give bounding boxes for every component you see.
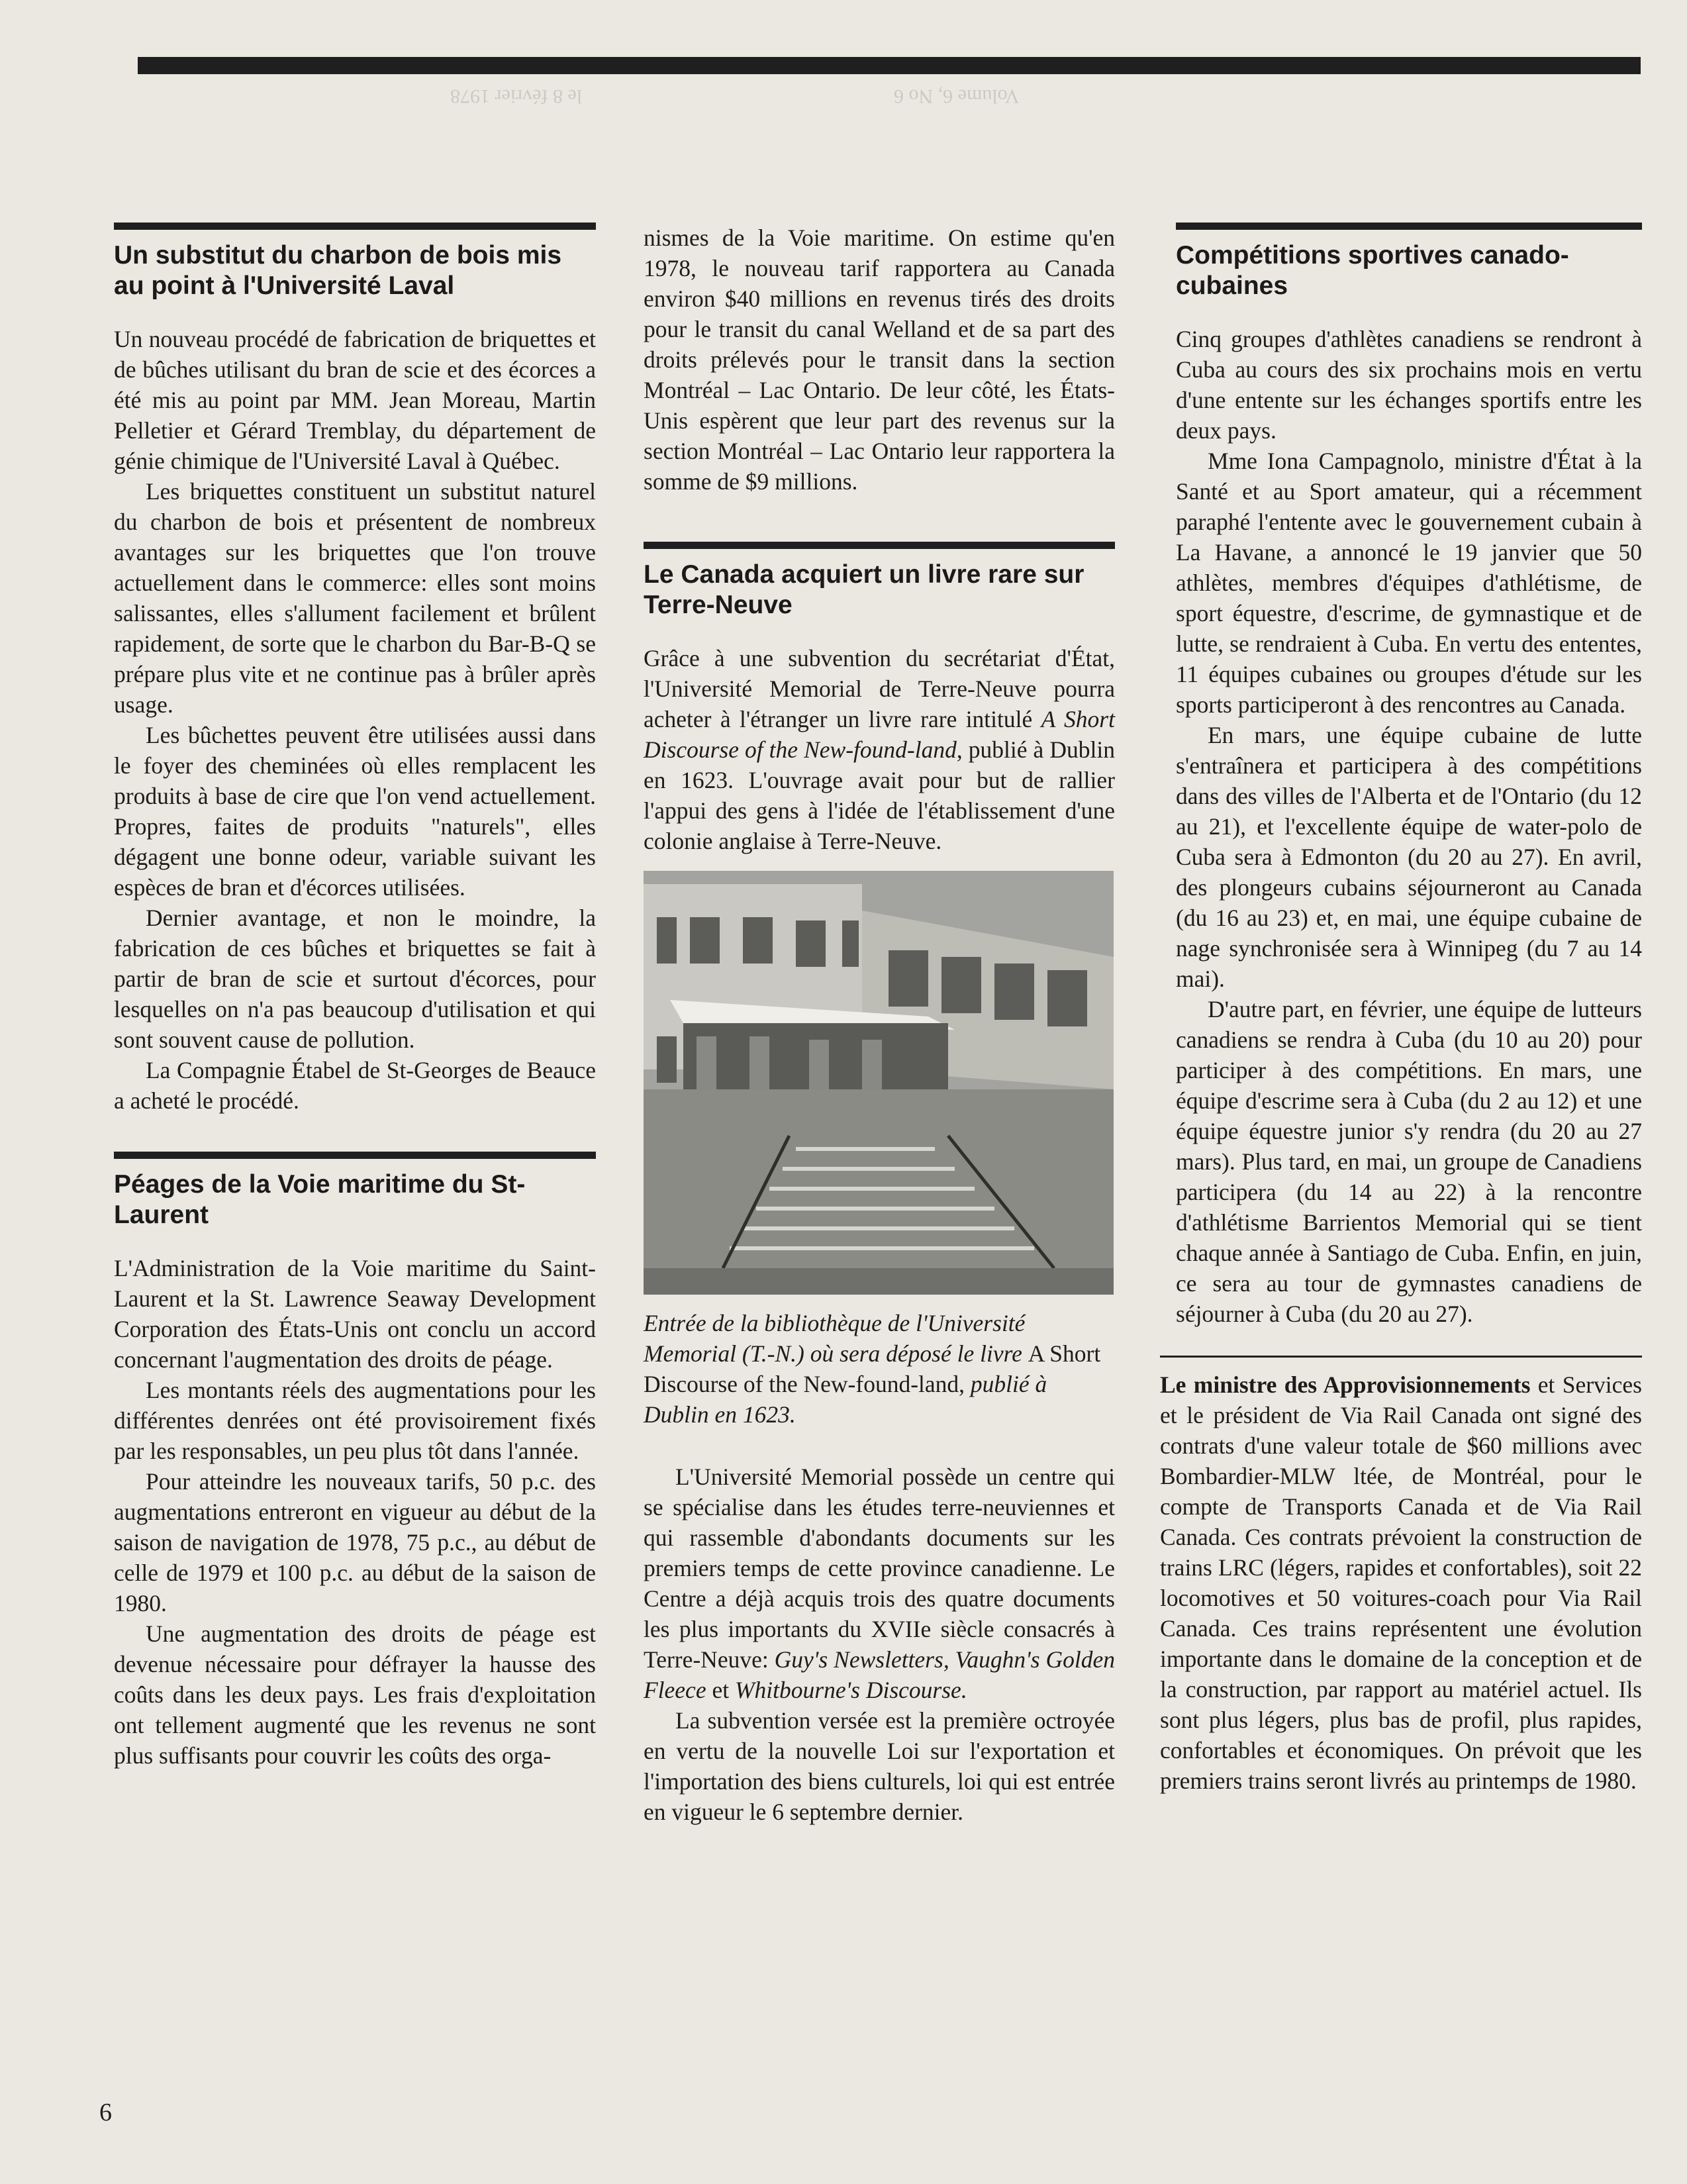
paragraph: D'autre part, en février, une équipe de lutteurs canadiens se rendra à Cuba (du 10 au 20) pour participer à des compétitions. En mars, une équipe d'escrime sera à Cuba (du 2 au 12) et une équipe équestre junior s'y rendra (du 20 au 27 mars). Plus tard, en mai, un groupe de Canadiens participera (du 14 au 22) à la rencontre d'athlétisme Barrientos Memorial qui se tient chaque année à Santiago de Cuba. Enfin, en juin, ce sera au tour de gymnastes canadiens de séjourner à Cuba (du 20 au 27). bbox=[1176, 996, 1642, 1327]
article-body-sports bbox=[1176, 324, 1642, 1329]
paragraph: L'Administration de la Voie maritime du Saint-Laurent et la St. Lawrence Seaway Development Corporation des États-Unis ont conclu un accord concernant l'augmentation des droits de péage. bbox=[114, 1255, 596, 1373]
article-rule bbox=[644, 542, 1115, 549]
article-rule bbox=[114, 1152, 596, 1159]
book-title: A Short Discourse of the New-found-land bbox=[644, 706, 1115, 763]
paragraph: Dernier avantage, et non le moindre, la fabrication de ces bûches et briquettes se fait à partir de bran de scie et surtout d'écorces, pour lesquelles on n'a pas beaucoup d'utilisation et qui sont souvent cause de pollution. bbox=[114, 905, 596, 1053]
paragraph: Grâce à une subvention du secrétariat d'État, l'Université Memorial de Terre-Neuve pourra acheter à l'étranger un livre rare intitulé A Short Discourse of the New-found-land, publié à Dublin en 1623. L'ouvrage avait pour but de rallier l'appui des gens à l'idée de l'établissement d'une colonie anglaise à Terre-Neuve. bbox=[644, 645, 1115, 854]
library-entrance-photo bbox=[644, 871, 1114, 1295]
paragraph: Cinq groupes d'athlètes canadiens se rendront à Cuba au cours des six prochains mois en vertu d'une entente sur les échanges sportifs entre les deux pays. bbox=[1176, 326, 1642, 444]
article-title-seaway: Péages de la Voie maritime du St-Laurent bbox=[114, 1170, 526, 1229]
seaway-continuation: nismes de la Voie maritime. On estime qu'en 1978, le nouveau tarif rapportera au Canada environ $40 millions en revenus tirés des droits pour le transit du canal Welland et de sa part des droits prélevés pour le transit dans la section Montréal – Lac Ontario. De leur côté, les États-Unis espèrent que leur part des revenus sur la section Montréal – Lac Ontario leur rapportera la somme de $9 millions. bbox=[644, 224, 1115, 495]
paragraph: Les montants réels des augmentations pour les différentes denrées ont été provisoirement fixés par les responsables, un peu plus tôt dans l'année. bbox=[114, 1377, 596, 1464]
paragraph: La subvention versée est la première octroyée en vertu de la nouvelle Loi sur l'exportation et l'importation des biens culturels, loi qui est entrée en vigueur le 6 septembre dernier. bbox=[644, 1707, 1115, 1825]
article-body-charcoal bbox=[114, 324, 596, 1116]
paragraph: Pour atteindre les nouveaux tarifs, 50 p.c. des augmentations entreront en vigueur au début de la saison de navigation de 1978, 75 p.c., au début de celle de 1979 et 100 p.c. au début de la saison de 1980. bbox=[114, 1468, 596, 1616]
bleed-through-right: le 8 février 1978 bbox=[450, 85, 583, 107]
column-3 bbox=[1160, 223, 1642, 1796]
article-title-charcoal: Un substitut du charbon de bois mis au point à l'Université Laval bbox=[114, 241, 562, 300]
paragraph: Mme Iona Campagnolo, ministre d'État à la Santé et au Sport amateur, qui a récemment paraphé l'entente avec le gouvernement cubain à La Havane, a annoncé le 19 janvier que 50 athlètes, membres d'équipes d'athlétisme, de sport équestre, d'escrime, de gymnastique et de lutte, se rendraient à Cuba. En vertu des ententes, 11 équipes cubaines ou groupes d'étude sur les sports participeront à des rencontres au Canada. bbox=[1176, 448, 1642, 718]
page-number: 6 bbox=[99, 2099, 112, 2126]
bleed-through-left: Volume 6, No 6 bbox=[894, 85, 1020, 107]
paragraph: Les briquettes constituent un substitut naturel du charbon de bois et présentent de nombreux avantages sur les briquettes que l'on trouve actuellement dans le commerce: elles sont moins salissantes, elles s'allument facilement et brûlent rapidement, de sorte que le charbon du Bar-B-Q se prépare plus vite et ne continue pas à brûler après usage. bbox=[114, 478, 596, 718]
paragraph: Les bûchettes peuvent être utilisées aussi dans le foyer des cheminées où elles remplacent les produits à base de cire que l'on vend actuellement. Propres, faites de produits "naturels", elles dégagent une bonne odeur, variable suivant les espèces de bran et d'écorces utilisées. bbox=[114, 722, 596, 901]
article-title-rare-book: Le Canada acquiert un livre rare sur Terre-Neuve bbox=[644, 560, 1084, 619]
article-rule bbox=[1176, 223, 1642, 230]
article-rule bbox=[114, 223, 596, 230]
photo-caption: Entrée de la bibliothèque de l'Université Memorial (T.-N.) où sera déposé le livre A Short Discourse of the New-found-land, publié à Dublin en 1623. bbox=[644, 1310, 1101, 1428]
document-titles: Guy's Newsletters, Vaughn's Golden Fleece bbox=[644, 1646, 1115, 1703]
column-1 bbox=[114, 223, 596, 1771]
brief-rule bbox=[1160, 1356, 1642, 1358]
paragraph: L'Université Memorial possède un centre qui se spécialise dans les études terre-neuviennes et qui rassemble d'abondants documents sur les premiers temps de cette province canadienne. Le Centre a déjà acquis trois des quatre documents les plus importants du XVIIe siècle consacrés à Terre-Neuve: Guy's Newsletters, Vaughn's Golden Fleece et Whitbourne's Discourse. bbox=[644, 1464, 1115, 1703]
top-rule bbox=[138, 57, 1641, 74]
paragraph: Un nouveau procédé de fabrication de briquettes et de bûches utilisant du bran de scie et des écorces a été mis au point par MM. Jean Moreau, Martin Pelletier et Gérard Tremblay, du département de génie chimique de l'Université Laval à Québec. bbox=[114, 326, 596, 474]
paragraph: La Compagnie Étabel de St-Georges de Beauce a acheté le procédé. bbox=[114, 1057, 596, 1114]
column-2 bbox=[644, 223, 1115, 1827]
brief-via-rail: Le ministre des Approvisionnements et Services et le président de Via Rail Canada ont signé des contrats d'une valeur totale de $60 millions avec Bombardier-MLW ltée, de Montréal, pour le compte de Transports Canada et de Via Rail Canada. Ces contrats prévoient la construction de trains LRC (légers, rapides et confortables), soit 22 locomotives et 50 voitures-coach pour Via Rail Canada. Ces trains représentent une évolution importante dans le domaine de la conception et de la construction, par rapport au matériel actuel. Ils sont plus légers, plus bas de profil, plus rapides, confortables et économiques. On prévoit que les premiers trains seront livrés au printemps de 1980. bbox=[1160, 1371, 1643, 1794]
paragraph: En mars, une équipe cubaine de lutte s'entraînera et participera à des compétitions dans des villes de l'Alberta et de l'Ontario (du 12 au 21), et l'excellente équipe de water-polo de Cuba sera à Edmonton (du 20 au 27). En avril, des plongeurs cubains séjourneront au Canada (du 16 au 23) et, en mai, une équipe cubaine de nage synchronisée sera à Winnipeg (du 7 au 14 mai). bbox=[1176, 722, 1642, 992]
library-building-illustration bbox=[644, 871, 1114, 1295]
paragraph: Une augmentation des droits de péage est devenue nécessaire pour défrayer la hausse des coûts dans les deux pays. Les frais d'exploitation ont tellement augmenté que les revenus ne sont plus suffisants pour couvrir les coûts des orga- bbox=[114, 1620, 596, 1769]
article-title-sports: Compétitions sportives canado-cubaines bbox=[1176, 241, 1569, 300]
article-body-seaway bbox=[114, 1253, 596, 1771]
